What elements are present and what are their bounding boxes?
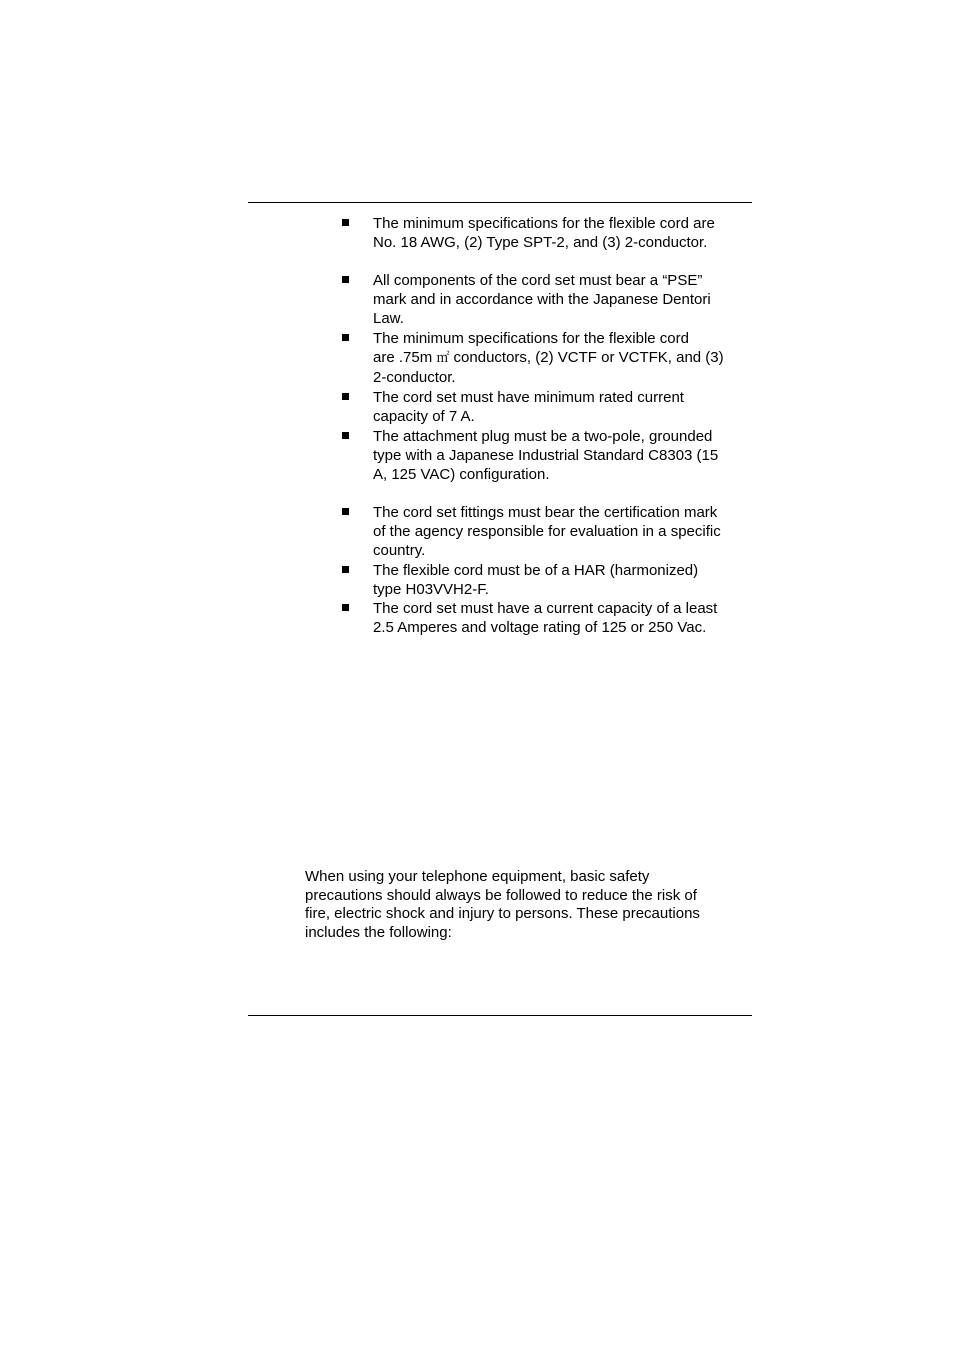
square-bullet-icon: [342, 566, 349, 573]
safety-paragraph: When using your telephone equipment, basic safety precautions should always be followed to reduce the risk of fire, electric shock and injury to persons. These precautions includes the following:: [305, 868, 700, 941]
header-rule: [248, 202, 752, 203]
list-item-text: The attachment plug must be a two-pole, grounded type with a Japanese Industrial Standard C8303 (15 A, 125 VAC) configuration.: [373, 428, 719, 484]
square-bullet-icon: [342, 219, 349, 226]
square-bullet-icon: [342, 432, 349, 439]
list-item-text: The flexible cord must be of a HAR (harmonized) type H03VVH2-F.: [373, 562, 699, 599]
list-item-text: The cord set fittings must bear the certification mark of the agency responsible for evaluation in a specific country.: [373, 504, 721, 560]
square-bullet-icon: [342, 508, 349, 515]
list-item-text: The cord set must have minimum rated current capacity of 7 A.: [373, 389, 684, 426]
list-item-text: The minimum specifications for the flexible cord are .75m ㎡ conductors, (2) VCTF or VCTFK, and (3) 2-conductor.: [373, 330, 724, 387]
square-bullet-icon: [342, 334, 349, 341]
list-item-text: The minimum specifications for the flexible cord are No. 18 AWG, (2) Type SPT-2, and (3) 2-conductor.: [373, 215, 715, 252]
footer-rule: [248, 1015, 752, 1016]
list-item-text: The cord set must have a current capacity of a least 2.5 Amperes and voltage rating of 125 or 250 Vac.: [373, 600, 718, 637]
square-bullet-icon: [342, 276, 349, 283]
square-bullet-icon: [342, 393, 349, 400]
list-item-text: All components of the cord set must bear a “PSE” mark and in accordance with the Japanese Dentori Law.: [373, 272, 711, 328]
square-bullet-icon: [342, 604, 349, 611]
